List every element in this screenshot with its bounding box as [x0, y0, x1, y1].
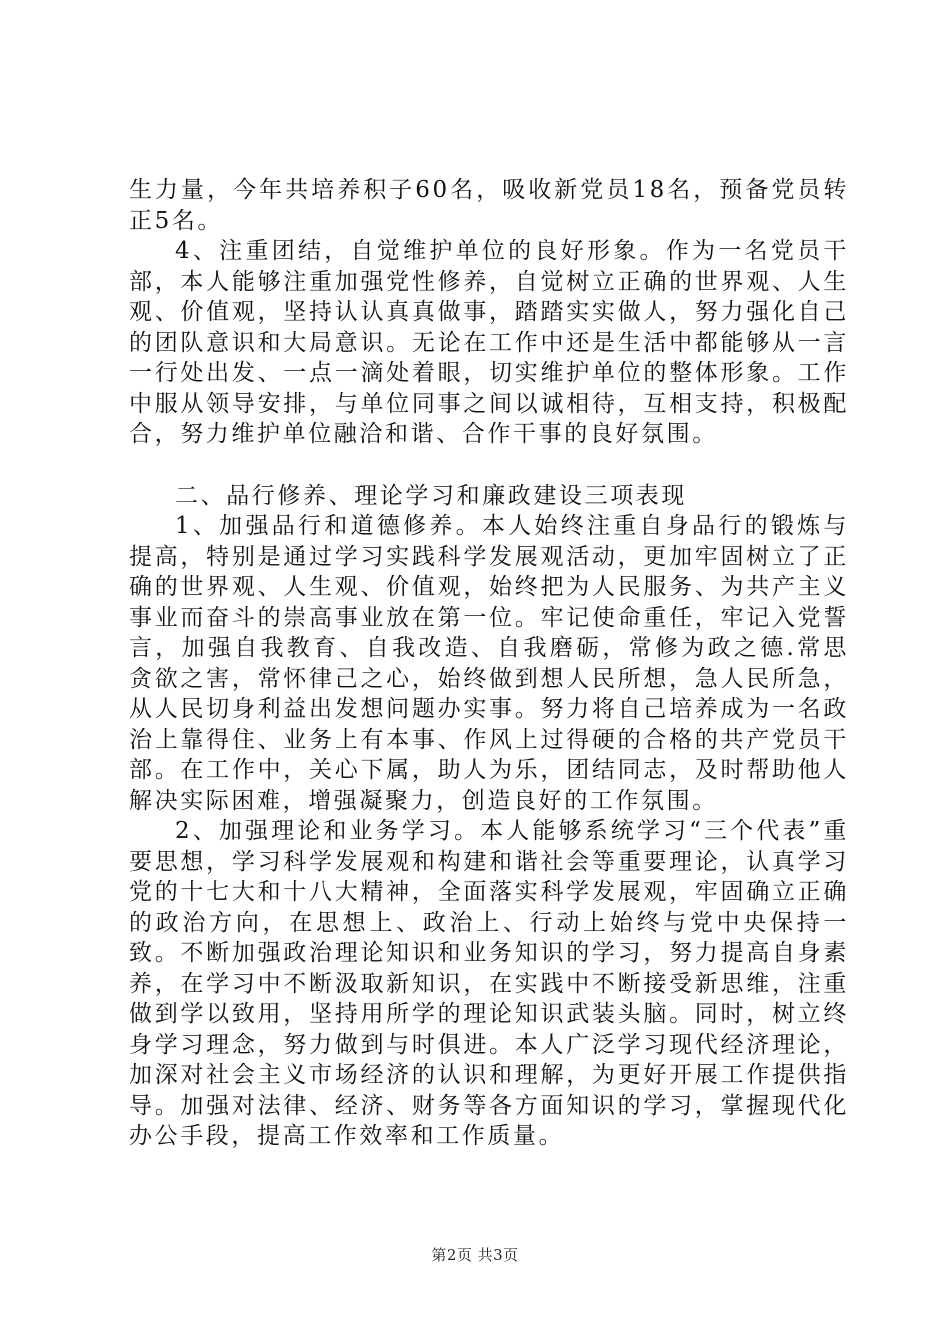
paragraph-spacer — [129, 450, 849, 481]
section-heading: 二、品行修养、理论学习和廉政建设三项表现 — [175, 482, 687, 509]
document-body — [129, 175, 849, 1152]
paragraph-continuation: 生力量，今年共培养积子60名，吸收新党员18名，预备党员转正5名。 — [129, 177, 849, 234]
paragraph-item-1: 1、加强品行和道德修养。本人始终注重自身品行的锻炼与提高，特别是通过学习实践科学发展观活动，更加牢固树立了正确的世界观、人生观、价值观，始终把为人民服务、为共产主义事业而奋斗的崇高事业放在第一位。牢记使命重任，牢记入党誓言，加强自我教育、自我改造、自我磨砺，常修为政之德.常思贪欲之害，常怀律己之心，始终做到想人民所想，急人民所急，从人民切身利益出发想问题办实事。努力将自己培养成为一名政治上靠得住、业务上有本事、作风上过得硬的合格的共产党员干部。在工作中，关心下属，助人为乐，团结同志，及时帮助他人解决实际困难，增强凝聚力，创造良好的工作氛围。 — [129, 513, 849, 814]
paragraph-item-2: 2、加强理论和业务学习。本人能够系统学习“三个代表”重要思想，学习科学发展观和构建和谐社会等重要理论，认真学习党的十七大和十八大精神，全面落实科学发展观，牢固确立正确的政治方向，在思想上、政治上、行动上始终与党中央保持一致。不断加强政治理论知识和业务知识的学习，努力提高自身素养，在学习中不断汲取新知识，在实践中不断接受新思维，注重做到学以致用，坚持用所学的理论知识武装头脑。同时，树立终身学习理念，努力做到与时俱进。本人广泛学习现代经济理论，加深对社会主义市场经济的认识和理解，为更好开展工作提供指导。加强对法律、经济、财务等各方面知识的学习，掌握现代化办公手段，提高工作效率和工作质量。 — [129, 818, 849, 1149]
paragraph-item-4: 4、注重团结，自觉维护单位的良好形象。作为一名党员干部，本人能够注重加强党性修养，自觉树立正确的世界观、人生观、价值观，坚持认认真真做事，踏踏实实做人，努力强化自己的团队意识和大局意识。无论在工作中还是生活中都能够从一言一行处出发、一点一滴处着眼，切实维护单位的整体形象。工作中服从领导安排，与单位同事之间以诚相待，互相支持，积极配合，努力维护单位融洽和谐、合作干事的良好氛围。 — [129, 238, 849, 447]
page-number-footer: 第2页 共3页 — [431, 1246, 519, 1264]
